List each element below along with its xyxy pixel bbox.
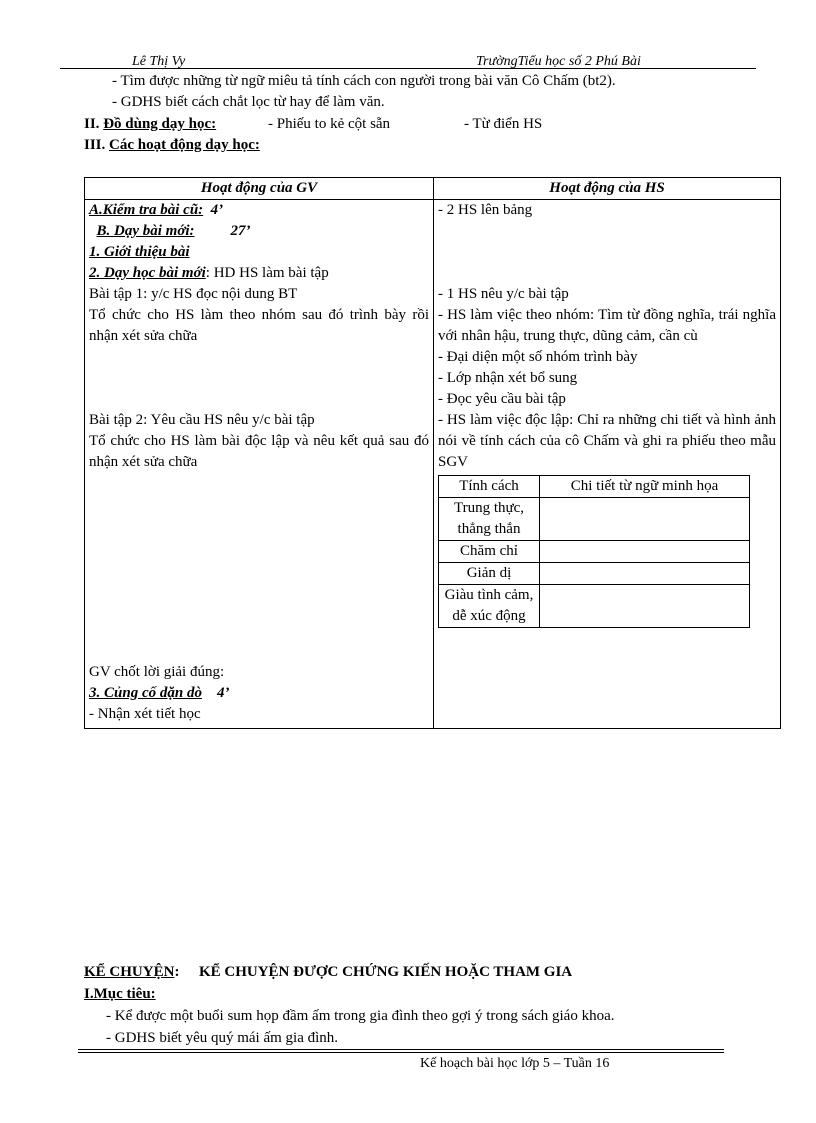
worksheet-trait-3: Giản dị (439, 563, 540, 585)
header-school: TrườngTiểu học số 2 Phú Bài (476, 54, 641, 69)
storytelling-label: KỂ CHUYỆN (84, 964, 175, 980)
header-author: Lê Thị Vy (132, 54, 186, 69)
footer-rule-1 (78, 1049, 724, 1050)
exercise-1-organize: Tổ chức cho HS làm theo nhóm sau đó trình bày rồi nhận xét sửa chữa (89, 307, 429, 344)
column-header-teacher: Hoạt động của GV (85, 178, 434, 200)
worksheet-header-trait: Tính cách (439, 476, 540, 498)
footer-text: Kế hoạch bài học lớp 5 – Tuần 16 (420, 1056, 610, 1071)
exercise-2: Bài tập 2: Yêu cầu HS nêu y/c bài tập (89, 412, 315, 428)
section-2-title: Đồ dùng dạy học: (103, 116, 217, 132)
worksheet-detail-1 (540, 498, 750, 541)
worksheet-trait-4: Giàu tình cảm, dễ xúc động (439, 585, 540, 628)
worksheet-detail-4 (540, 585, 750, 628)
check-old-lesson-time: 4’ (210, 202, 224, 218)
intro-heading: 1. Giới thiệu bài (89, 244, 190, 260)
student-activities (434, 200, 781, 729)
worksheet-header-details: Chi tiết từ ngữ minh họa (540, 476, 750, 498)
objective-1: - Tìm được những từ ngữ miêu tả tính cách con người trong bài văn Cô Chấm (bt2). (112, 73, 616, 89)
teacher-conclusion: GV chốt lời giải đúng: (89, 664, 225, 680)
new-lesson-label: B. Dạy bài mới: (96, 223, 195, 239)
student-line-7: - HS làm việc độc lập: Chỉ ra những chi tiết và hình ảnh nói về tính cách của cô Chấm và ghi ra phiếu theo mẫu SGV (438, 412, 776, 470)
section-2-item-2: - Từ điển HS (464, 116, 543, 132)
objective-2: - GDHS biết cách chắt lọc từ hay để làm văn. (112, 94, 385, 110)
activities-table (84, 177, 781, 729)
section-2-heading (84, 116, 216, 133)
consolidation-heading: 3. Củng cố dặn dò (89, 685, 202, 701)
storytelling-heading (84, 964, 572, 981)
section-2-prefix: II. (84, 116, 100, 132)
section-3-heading (84, 137, 260, 154)
exercise-2-organize: Tổ chức cho HS làm bài độc lập và nêu kết quả sau đó nhận xét sửa chữa (89, 433, 429, 470)
storytelling-colon: : (174, 964, 180, 980)
teacher-activities (85, 200, 434, 729)
storytelling-objective-2: - GDHS biết yêu quý mái ấm gia đình. (106, 1030, 339, 1046)
storytelling-objectives-heading: I.Mục tiêu: (84, 986, 156, 1002)
check-old-lesson-label: A.Kiểm tra bài cũ: (89, 202, 204, 218)
student-line-3: - HS làm việc theo nhóm: Tìm từ đồng nghĩa, trái nghĩa với nhân hậu, trung thực, dũng cảm, cần cù (438, 307, 776, 344)
character-worksheet-table (438, 475, 750, 628)
student-line-1: - 2 HS lên bảng (438, 202, 533, 218)
footer-rule-2 (78, 1052, 724, 1053)
worksheet-detail-2 (540, 541, 750, 563)
student-line-6: - Đọc yêu cầu bài tập (438, 391, 566, 407)
storytelling-objective-1: - Kể được một buổi sum họp đầm ấm trong gia đình theo gợi ý trong sách giáo khoa. (106, 1008, 615, 1024)
lesson-review: - Nhận xét tiết học (89, 706, 201, 722)
section-2-item-1: - Phiếu to kẻ cột sẵn (268, 116, 391, 132)
column-header-student: Hoạt động của HS (434, 178, 781, 200)
worksheet-trait-2: Chăm chỉ (439, 541, 540, 563)
teach-heading-rest: : HD HS làm bài tập (205, 265, 329, 281)
teach-heading: 2. Dạy học bài mới (89, 265, 206, 281)
section-3-prefix: III. (84, 137, 106, 153)
student-line-4: - Đại diện một số nhóm trình bày (438, 349, 638, 365)
consolidation-time: 4’ (216, 685, 230, 701)
new-lesson-time: 27’ (230, 223, 251, 239)
header-rule (60, 68, 756, 69)
worksheet-trait-1: Trung thực, thẳng thắn (439, 498, 540, 541)
student-line-2: - 1 HS nêu y/c bài tập (438, 286, 569, 302)
section-3-title: Các hoạt động dạy học: (109, 137, 260, 153)
student-line-5: - Lớp nhận xét bổ sung (438, 370, 578, 386)
worksheet-detail-3 (540, 563, 750, 585)
storytelling-title: KỂ CHUYỆN ĐƯỢC CHỨNG KIẾN HOẶC THAM GIA (198, 964, 573, 980)
exercise-1: Bài tập 1: y/c HS đọc nội dung BT (89, 286, 298, 302)
